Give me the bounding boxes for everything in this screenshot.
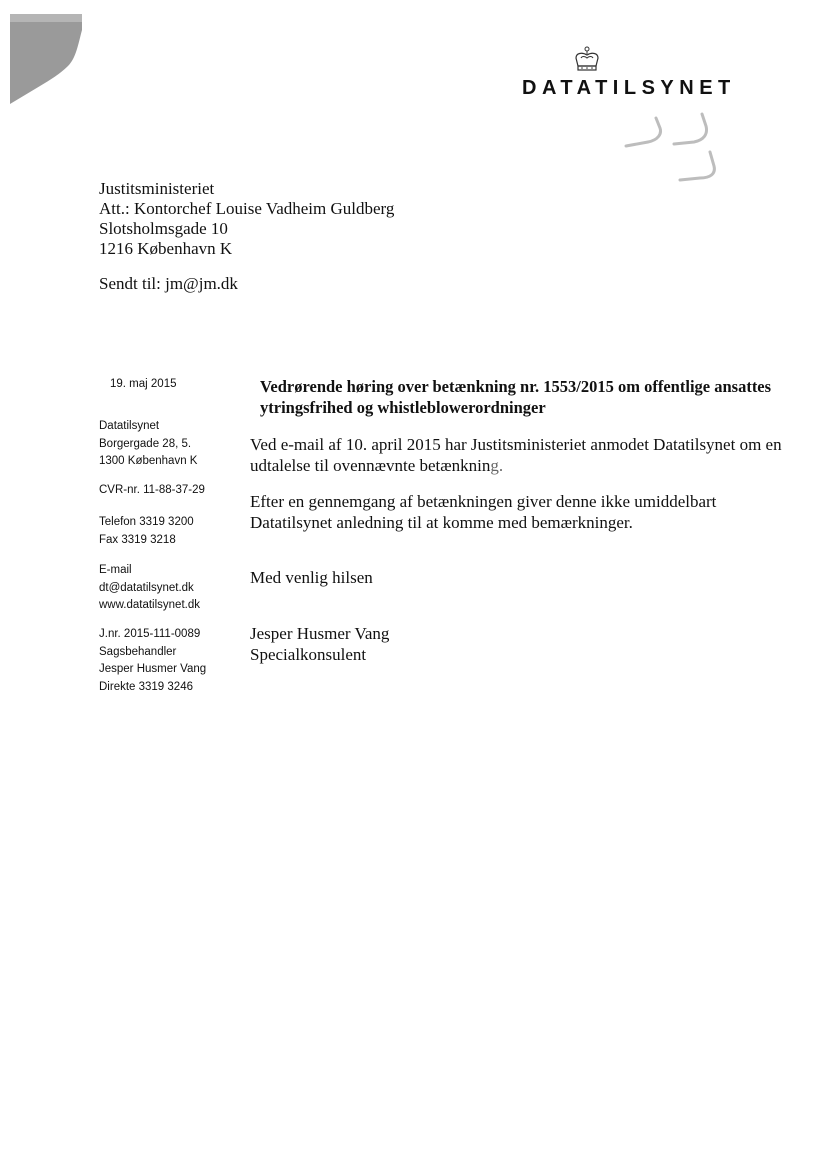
crown-icon [572,46,602,74]
signer-name: Jesper Husmer Vang [250,624,390,643]
brand-name: DATATILSYNET [522,77,736,99]
contact-web-block [99,562,200,615]
sender-org: Datatilsynet [99,420,160,432]
paragraph-1 [250,434,790,476]
contact-phone-block [99,514,194,549]
sender-city: 1300 København K [99,455,198,467]
signature-block [250,623,790,665]
sender-address-block [99,418,197,471]
handler-label: Sagsbehandler [99,645,177,658]
recipient-street: Slotsholmsgade 10 [99,219,228,238]
paragraph-2-line-2: Datatilsynet anledning til at komme med bemærkninger. [250,513,633,532]
recipient-attention: Att.: Kontorchef Louise Vadheim Guldberg [99,199,395,218]
letter-subject [260,376,780,418]
signer-title: Specialkonsulent [250,645,367,664]
recipient-name: Justitsministeriet [99,179,215,198]
paragraph-2 [250,491,790,533]
sent-to: Sendt til: jm@jm.dk [99,274,238,293]
received-stamp-marks [618,112,728,192]
paragraph-1-line-2 [250,455,790,476]
email-address: dt@datatilsynet.dk [99,581,194,594]
direct-phone: Direkte 3319 3246 [99,680,193,693]
paragraph-1-line-1: Ved e-mail af 10. april 2015 har Justitsministeriet anmodet Datatilsynet om en [250,435,782,454]
paragraph-1-line-2-tail: g. [490,456,504,475]
subject-line-2: ytringsfrihed og whistleblowerordninger [260,398,546,417]
website: www.datatilsynet.dk [99,599,200,611]
sender-street: Borgergade 28, 5. [99,437,192,450]
subject-line-1: Vedrørende høring over betænkning nr. 1553/2015 om offentlige ansattes [260,377,772,396]
case-info-block [99,626,206,696]
scan-shadow [0,0,90,110]
paragraph-1-line-2-main: udtalelse til ovennævnte betænknin [250,456,491,475]
phone-number: Telefon 3319 3200 [99,516,194,528]
journal-number: J.nr. 2015-111-0089 [99,628,201,640]
paragraph-2-line-1: Efter en gennemgang af betænkningen giver denne ikke umiddelbart [250,492,717,511]
fax-number: Fax 3319 3218 [99,533,176,546]
cvr-number: CVR-nr. 11-88-37-29 [99,484,205,496]
letter-date: 19. maj 2015 [110,378,177,390]
recipient-city: 1216 København K [99,239,233,258]
email-label: E-mail [99,564,132,576]
closing-greeting: Med venlig hilsen [250,568,373,587]
handler-name: Jesper Husmer Vang [99,663,207,675]
